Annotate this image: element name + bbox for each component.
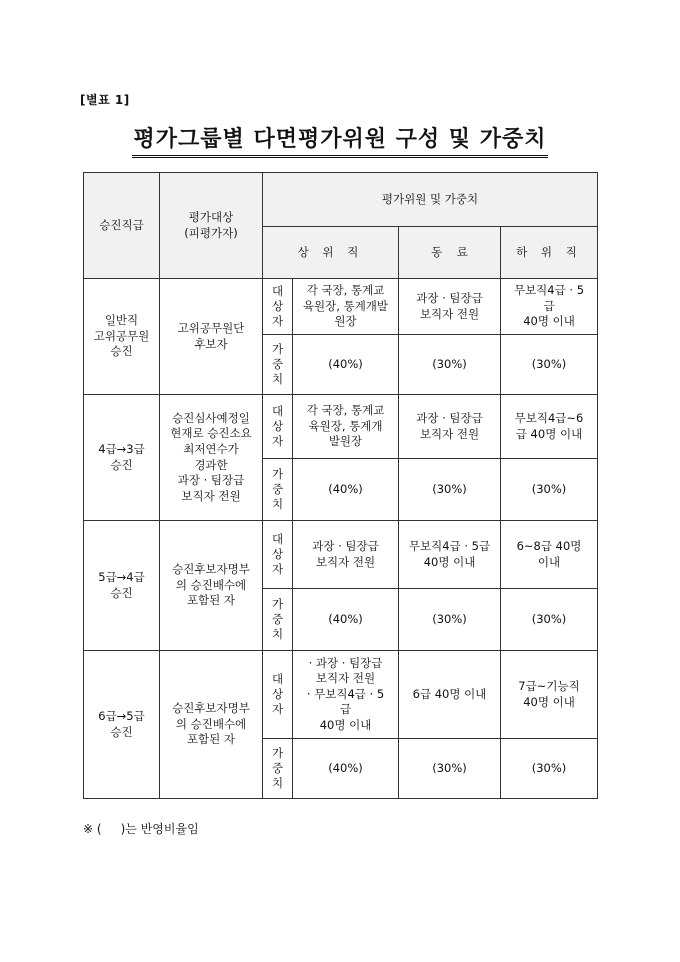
sub-label-char: 치 bbox=[271, 775, 284, 790]
superior-members bbox=[293, 279, 399, 335]
peer-weight: (30%) bbox=[399, 459, 501, 521]
target-line: 의 승진배수에 bbox=[175, 577, 247, 592]
superior-members bbox=[293, 651, 399, 739]
member-line: 육원장, 통계개발 bbox=[302, 298, 389, 313]
grade-cell bbox=[84, 521, 160, 651]
sub-label-char: 대 bbox=[271, 404, 284, 419]
table-row bbox=[84, 395, 598, 459]
member-line: 6~8급 40명 bbox=[516, 538, 582, 553]
header-peer: 동 료 bbox=[399, 227, 501, 279]
table-row bbox=[84, 651, 598, 739]
member-line: 7급~기능직 bbox=[518, 678, 580, 693]
sub-label-char: 중 bbox=[271, 761, 284, 776]
grade-line: 승진 bbox=[110, 457, 133, 472]
superior-weight: (40%) bbox=[293, 739, 399, 799]
member-line: 발원장 bbox=[328, 434, 363, 449]
subordinate-members bbox=[501, 279, 598, 335]
member-line: · 무보직4급 · 5 bbox=[306, 686, 385, 701]
target-line: 승진후보자명부 bbox=[172, 562, 250, 577]
sub-label-char: 치 bbox=[271, 371, 284, 386]
header-target-line: 평가대상 bbox=[188, 209, 234, 224]
sub-label-char: 가 bbox=[271, 597, 284, 612]
page-title bbox=[0, 122, 680, 153]
subordinate-members bbox=[501, 521, 598, 589]
sub-label-char: 가 bbox=[271, 342, 284, 357]
superior-members bbox=[293, 521, 399, 589]
member-line: 과장 · 팀장급 bbox=[312, 538, 379, 553]
member-line: 무보직4급~6 bbox=[514, 410, 584, 425]
table-row bbox=[84, 279, 598, 335]
sub-label-char: 상 bbox=[271, 419, 284, 434]
peer-members bbox=[399, 521, 501, 589]
header-subordinate: 하 위 직 bbox=[501, 227, 598, 279]
subordinate-weight: (30%) bbox=[501, 589, 598, 651]
member-line: 보직자 전원 bbox=[315, 671, 376, 686]
member-line: 6급 40명 이내 bbox=[412, 686, 487, 701]
target-sub-label bbox=[263, 521, 293, 589]
weight-sub-label bbox=[263, 589, 293, 651]
peer-members bbox=[399, 279, 501, 335]
target-cell bbox=[160, 651, 263, 799]
member-line: 보직자 전원 bbox=[419, 426, 480, 441]
sub-label-char: 중 bbox=[271, 612, 284, 627]
target-cell bbox=[160, 395, 263, 521]
sub-label-char: 중 bbox=[271, 357, 284, 372]
sub-label-char: 상 bbox=[271, 687, 284, 702]
grade-cell bbox=[84, 651, 160, 799]
member-line: · 과장 · 팀장급 bbox=[308, 655, 383, 670]
sub-label-char: 대 bbox=[271, 284, 284, 299]
sub-label-char: 가 bbox=[271, 467, 284, 482]
target-cell bbox=[160, 521, 263, 651]
sub-label-char: 치 bbox=[271, 626, 284, 641]
appendix-label: [별표 1] bbox=[80, 93, 130, 107]
header-superior: 상 위 직 bbox=[263, 227, 399, 279]
grade-line: 고위공무원 bbox=[93, 328, 150, 343]
grade-line: 승진 bbox=[110, 724, 133, 739]
subordinate-members bbox=[501, 395, 598, 459]
member-line: 40명 이내 bbox=[523, 314, 575, 329]
grade-line: 승진 bbox=[110, 585, 133, 600]
target-line: 의 승진배수에 bbox=[175, 716, 247, 731]
header-grade: 승진직급 bbox=[84, 173, 160, 279]
target-line: 최저연수가 bbox=[183, 441, 239, 456]
header-row-1 bbox=[84, 173, 598, 227]
target-line: 현재로 승진소요 bbox=[170, 426, 252, 441]
member-line: 급 bbox=[339, 702, 352, 717]
evaluation-committee-table bbox=[83, 172, 598, 799]
sub-label-char: 대 bbox=[271, 532, 284, 547]
target-line: 승진심사예정일 bbox=[172, 410, 250, 425]
grade-cell bbox=[84, 395, 160, 521]
target-sub-label bbox=[263, 279, 293, 335]
subordinate-weight: (30%) bbox=[501, 335, 598, 395]
target-line: 고위공무원단 bbox=[177, 320, 245, 335]
sub-label-char: 자 bbox=[271, 313, 284, 328]
sub-label-char: 자 bbox=[271, 561, 284, 576]
peer-weight: (30%) bbox=[399, 739, 501, 799]
member-line: 급 40명 이내 bbox=[515, 426, 583, 441]
member-line: 보직자 전원 bbox=[315, 554, 376, 569]
header-target-line: (피평가자) bbox=[184, 225, 238, 240]
grade-cell bbox=[84, 279, 160, 395]
target-line: 과장 · 팀장급 bbox=[177, 473, 245, 488]
target-line: 승진후보자명부 bbox=[172, 701, 250, 716]
subordinate-weight: (30%) bbox=[501, 459, 598, 521]
header-evaluators: 평가위원 및 가중치 bbox=[263, 173, 598, 227]
subordinate-members bbox=[501, 651, 598, 739]
target-line: 포함된 자 bbox=[186, 732, 236, 747]
target-line: 보직자 전원 bbox=[181, 488, 241, 503]
grade-line: 6급→5급 bbox=[98, 708, 145, 723]
superior-weight: (40%) bbox=[293, 589, 399, 651]
member-line: 각 국장, 통계교 bbox=[306, 403, 385, 418]
header-target bbox=[160, 173, 263, 279]
sub-label-char: 중 bbox=[271, 482, 284, 497]
peer-members bbox=[399, 651, 501, 739]
member-line: 이내 bbox=[537, 554, 561, 569]
member-line: 과장 · 팀장급 bbox=[416, 410, 483, 425]
sub-label-char: 가 bbox=[271, 746, 284, 761]
sub-label-char: 상 bbox=[271, 299, 284, 314]
superior-members bbox=[293, 395, 399, 459]
sub-label-char: 치 bbox=[271, 496, 284, 511]
sub-label-char: 자 bbox=[271, 433, 284, 448]
member-line: 40명 이내 bbox=[319, 717, 372, 732]
grade-line: 5급→4급 bbox=[98, 569, 145, 584]
weight-sub-label bbox=[263, 459, 293, 521]
sub-label-char: 자 bbox=[271, 701, 284, 716]
superior-weight: (40%) bbox=[293, 459, 399, 521]
target-sub-label bbox=[263, 651, 293, 739]
member-line: 각 국장, 통계교 bbox=[306, 283, 385, 298]
target-sub-label bbox=[263, 395, 293, 459]
peer-members bbox=[399, 395, 501, 459]
table-row bbox=[84, 521, 598, 589]
sub-label-char: 상 bbox=[271, 547, 284, 562]
peer-weight: (30%) bbox=[399, 335, 501, 395]
target-line: 경과한 bbox=[194, 457, 228, 472]
target-line: 포함된 자 bbox=[186, 593, 236, 608]
superior-weight: (40%) bbox=[293, 335, 399, 395]
member-line: 과장 · 팀장급 bbox=[416, 290, 483, 305]
sub-label-char: 대 bbox=[271, 672, 284, 687]
footnote: ※ ( )는 반영비율임 bbox=[83, 822, 199, 836]
member-line: 무보직4급 · 5 bbox=[513, 283, 585, 298]
member-line: 40명 이내 bbox=[523, 694, 575, 709]
page-title-text: 평가그룹별 다면평가위원 구성 및 가중치 bbox=[132, 126, 549, 158]
grade-line: 일반직 bbox=[104, 313, 139, 328]
subordinate-weight: (30%) bbox=[501, 739, 598, 799]
member-line: 40명 이내 bbox=[423, 554, 476, 569]
weight-sub-label bbox=[263, 335, 293, 395]
weight-sub-label bbox=[263, 739, 293, 799]
member-line: 무보직4급 · 5급 bbox=[408, 538, 491, 553]
grade-line: 4급→3급 bbox=[98, 441, 145, 456]
target-line: 후보자 bbox=[194, 336, 228, 351]
peer-weight: (30%) bbox=[399, 589, 501, 651]
member-line: 보직자 전원 bbox=[419, 306, 480, 321]
member-line: 원장 bbox=[334, 314, 357, 329]
target-cell bbox=[160, 279, 263, 395]
grade-line: 승진 bbox=[110, 344, 133, 359]
member-line: 급 bbox=[543, 298, 555, 313]
member-line: 육원장, 통계개 bbox=[308, 418, 383, 433]
